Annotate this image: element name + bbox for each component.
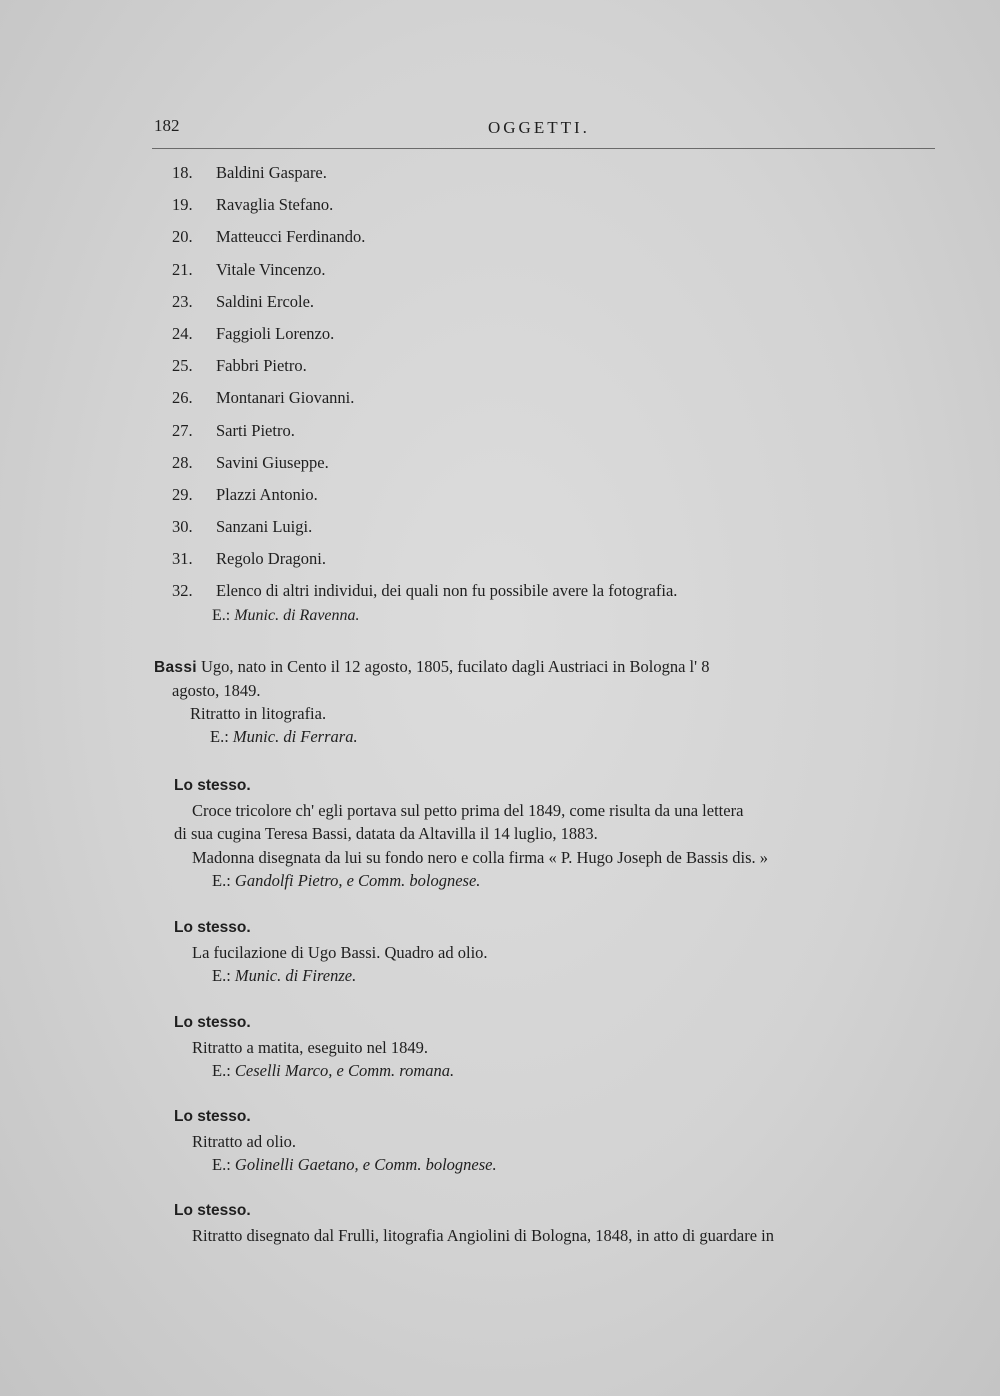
entry-heading: Lo stesso. — [174, 919, 251, 936]
entry-text: La fucilazione di Ugo Bassi. Quadro ad olio. — [192, 942, 488, 962]
entry-lo-stesso — [174, 774, 936, 893]
entry-lo-stesso — [174, 916, 936, 988]
list-item-number: 24. — [172, 323, 193, 343]
entry-heading: Bassi — [154, 659, 197, 676]
source-name: Munic. di Ravenna. — [234, 607, 360, 624]
list-item-name: Ravaglia Stefano. — [216, 195, 334, 215]
source-prefix: E.: — [212, 1155, 231, 1174]
source-prefix: E.: — [212, 607, 231, 624]
entry-bassi-line1 — [154, 655, 936, 679]
list-item-number: 31. — [172, 549, 193, 569]
list-item-number: 29. — [172, 484, 193, 504]
list-item — [172, 517, 677, 549]
entry-source — [174, 1059, 936, 1083]
source-prefix: E.: — [210, 727, 229, 746]
list-item-number: 21. — [172, 259, 193, 279]
source-name: Gandolfi Pietro, e Comm. bolognese. — [234, 871, 481, 890]
list-item — [172, 421, 677, 453]
list-item-number: 27. — [172, 420, 193, 440]
list-item-number: 32. — [172, 581, 193, 601]
source-prefix: E.: — [212, 1061, 231, 1080]
list-source — [212, 607, 360, 625]
entry-item: Ritratto in litografia. — [190, 704, 327, 723]
list-item — [172, 549, 677, 581]
list-item-number: 18. — [172, 163, 193, 182]
header-rule — [152, 148, 935, 149]
list-item — [172, 485, 677, 517]
entry-text: Ritratto a matita, eseguito nel 1849. — [192, 1037, 428, 1057]
list-item-name: Vitale Vincenzo. — [216, 259, 326, 279]
entry-source — [174, 1153, 936, 1177]
entry-source — [174, 964, 936, 988]
entry-source — [154, 725, 936, 748]
list-item — [172, 195, 677, 227]
entry-text: Ritratto disegnato dal Frulli, litografia Angiolini di Bologna, 1848, in atto di guardare in — [192, 1225, 774, 1245]
entry-lo-stesso — [174, 1105, 936, 1177]
list-item-number: 25. — [172, 356, 193, 376]
entry-heading: Lo stesso. — [174, 1202, 251, 1219]
list-item-name: Montanari Giovanni. — [216, 388, 355, 408]
list-item-number: 28. — [172, 452, 193, 472]
entry-text: di sua cugina Teresa Bassi, datata da Altavilla il 14 luglio, 1883. — [174, 824, 598, 843]
list-item-name: Fabbri Pietro. — [216, 356, 307, 376]
list-item — [172, 227, 677, 259]
list-item-name: Baldini Gaspare. — [216, 163, 327, 182]
list-item-name: Savini Giuseppe. — [216, 452, 329, 472]
list-item-name: Sanzani Luigi. — [216, 517, 313, 537]
source-name: Munic. di Ferrara. — [232, 727, 358, 746]
source-name: Ceselli Marco, e Comm. romana. — [234, 1061, 455, 1080]
list-item-name: Elenco di altri individui, dei quali non fu possibile avere la fotografia. — [216, 581, 678, 601]
list-item — [172, 388, 677, 420]
source-prefix: E.: — [212, 871, 231, 890]
list-item — [172, 292, 677, 324]
source-name: Munic. di Firenze. — [234, 966, 357, 985]
list-item — [172, 356, 677, 388]
running-head: OGGETTI. — [488, 118, 590, 137]
list-item — [172, 260, 677, 292]
entry-text: Croce tricolore ch' egli portava sul petto prima del 1849, come risulta da una lettera — [192, 800, 744, 820]
entry-bassi-line2: agosto, 1849. — [172, 681, 261, 700]
page-number: 182 — [154, 116, 180, 135]
list-item-name: Plazzi Antonio. — [216, 484, 318, 504]
list-item-name: Sarti Pietro. — [216, 420, 295, 440]
list-item-number: 23. — [172, 291, 193, 311]
list-item-name: Matteucci Ferdinando. — [216, 227, 366, 247]
list-item-number: 19. — [172, 195, 193, 215]
list-item — [172, 453, 677, 485]
list-item-name: Faggioli Lorenzo. — [216, 323, 335, 343]
entry-text: Ritratto ad olio. — [192, 1131, 297, 1151]
source-name: Golinelli Gaetano, e Comm. bolognese. — [234, 1155, 497, 1174]
entry-source — [174, 869, 936, 893]
entry-text: Madonna disegnata da lui su fondo nero e colla firma « P. Hugo Joseph de Bassis dis. » — [192, 847, 769, 867]
entry-lo-stesso — [174, 1011, 936, 1083]
entry-heading: Lo stesso. — [174, 777, 251, 794]
list-item-number: 30. — [172, 517, 193, 537]
list-item-number: 20. — [172, 227, 193, 247]
list-item-number: 26. — [172, 388, 193, 408]
entry-bassi — [154, 655, 936, 748]
list-item-name: Saldini Ercole. — [216, 291, 315, 311]
list-item — [172, 163, 677, 195]
list-item-name: Regolo Dragoni. — [216, 549, 326, 569]
name-list — [172, 163, 677, 614]
entry-heading: Lo stesso. — [174, 1014, 251, 1031]
entry-lo-stesso — [174, 1199, 936, 1247]
list-item — [172, 324, 677, 356]
entry-heading: Lo stesso. — [174, 1108, 251, 1125]
source-prefix: E.: — [212, 966, 231, 985]
entry-text: Ugo, nato in Cento il 12 agosto, 1805, fucilato dagli Austriaci in Bologna l' 8 — [201, 657, 710, 676]
